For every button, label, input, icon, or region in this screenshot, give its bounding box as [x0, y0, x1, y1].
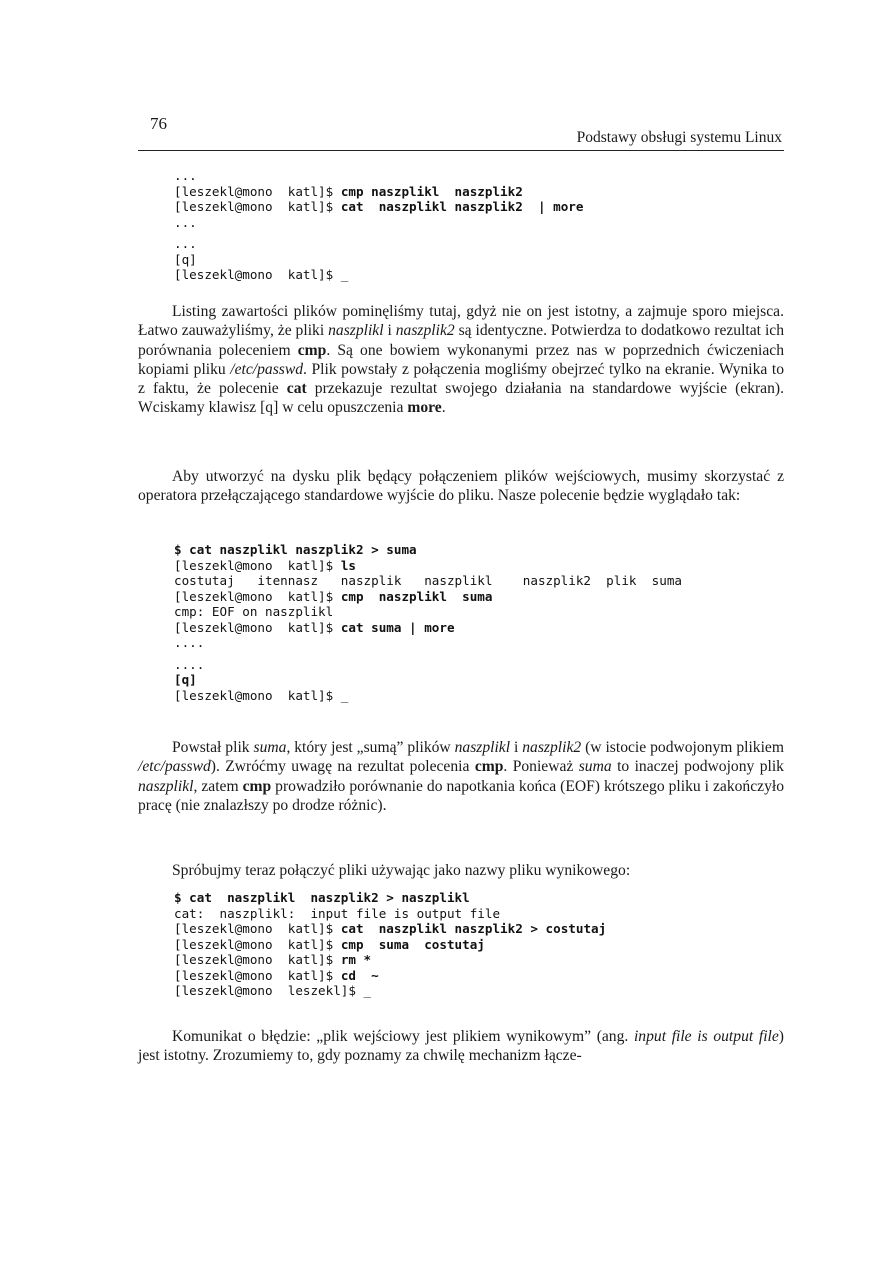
- bold-run: cmp: [297, 341, 327, 359]
- italic-run: naszplikl: [328, 322, 384, 340]
- code-line: ...: [174, 236, 197, 251]
- italic-run: input file is output file: [633, 1028, 779, 1045]
- shell-prompt: [leszekl@mono katl]$: [174, 952, 341, 967]
- paragraph-3: [138, 738, 784, 815]
- text-run: , który jest „sumą” plików: [286, 739, 455, 756]
- text-run: i: [510, 739, 523, 756]
- text-run: Aby utworzyć na dysku plik będący połączeniem plików wejściowych, musimy skorzystać z operatora przełączającego standardowe wyjście do pliku. Nasze polecenie będzie wyglądało tak:: [138, 468, 784, 505]
- shell-prompt: [leszekl@mono katl]$: [174, 183, 341, 199]
- paragraph-4: [138, 861, 784, 880]
- text-run: prowadziło porównanie do napotkania końca (EOF) krótszego pliku i zakończyło pracę (nie znalazłszy po drodze różnic).: [138, 777, 784, 814]
- text-run: , zatem: [193, 777, 243, 795]
- text-run: i: [383, 322, 396, 340]
- italic-run: naszplikl: [138, 777, 194, 795]
- text-run: Komunikat o błędzie: „plik wejściowy jest plikiem wynikowym” (ang.: [172, 1028, 634, 1045]
- code-line: [174, 968, 784, 984]
- text-run: ) jest istotny. Zrozumiemy to, gdy poznamy za chwilę mechanizm łącze-: [138, 1028, 784, 1065]
- shell-command: cd ~: [340, 967, 379, 983]
- code-line: [174, 184, 784, 200]
- code-line: ....: [174, 656, 205, 672]
- paragraph-2: [138, 467, 784, 506]
- italic-run: naszplikl: [454, 739, 511, 756]
- italic-run: naszplik2: [522, 739, 582, 756]
- paragraph-1: [138, 302, 784, 418]
- text-run: .: [441, 399, 446, 417]
- text-run: są identyczne. Potwierdza to dodatkowo rezultat ich porównania poleceniem: [138, 322, 784, 359]
- shell-command: cat suma | more: [340, 619, 455, 635]
- italic-run: suma: [253, 739, 287, 756]
- code-listing-1: [174, 168, 784, 283]
- shell-prompt: [leszekl@mono katl]$: [174, 199, 341, 214]
- shell-command: rm *: [340, 952, 372, 967]
- shell-command: cmp suma costutaj: [340, 936, 485, 952]
- code-listing-3: [174, 890, 784, 999]
- code-line: [174, 558, 784, 574]
- bold-run: cmp: [474, 758, 504, 776]
- italic-run: /etc/passwd: [230, 360, 304, 378]
- code-line: ....: [174, 635, 205, 650]
- code-line: $ cat naszplikl naszplik2 > suma: [174, 542, 417, 557]
- bold-run: cmp: [242, 777, 272, 795]
- italic-run: naszplik2: [395, 322, 455, 340]
- paragraph-5: [138, 1027, 784, 1066]
- text-run: przekazuje rezultat swojego działania na standardowe wyjście (ekran). Wciskamy klawisz [q] w celu opuszczenia: [138, 380, 784, 417]
- page-number: 76: [150, 114, 167, 133]
- code-line: [q]: [174, 251, 197, 267]
- code-line: [174, 589, 784, 605]
- shell-prompt: [leszekl@mono katl]$: [174, 967, 341, 983]
- text-run: . Ponieważ: [503, 758, 579, 776]
- page-header: [138, 114, 784, 151]
- running-title: Podstawy obsługi systemu Linux: [576, 129, 782, 146]
- shell-prompt: [leszekl@mono katl]$: [174, 588, 341, 604]
- code-line: $ cat naszplikl naszplik2 > naszplikl: [174, 890, 470, 905]
- code-line: [174, 952, 784, 968]
- code-line: [leszekl@mono leszekl]$ _: [174, 983, 372, 998]
- text-run: . Plik powstały z połączenia mogliśmy obejrzeć tylko na ekranie. Wynika to z faktu, że polecenie: [138, 360, 784, 398]
- code-line: ...: [174, 214, 197, 230]
- shell-command: cat naszplikl naszplik2 | more: [340, 199, 584, 214]
- text-run: . Są one bowiem wykonanymi przez nas w poprzednich ćwiczeniach kopiami pliku: [138, 341, 784, 378]
- text-run: (w istocie podwojonym plikiem: [581, 739, 784, 756]
- text-run: Powstał plik: [172, 739, 254, 756]
- italic-run: suma: [578, 758, 612, 776]
- code-line: [leszekl@mono katl]$ _: [174, 267, 349, 282]
- code-listing-2: [174, 542, 784, 703]
- code-line: [q]: [174, 672, 197, 687]
- code-line: [174, 937, 784, 953]
- code-line: cmp: EOF on naszplikl: [174, 604, 334, 619]
- code-line: [174, 921, 784, 937]
- shell-prompt: [leszekl@mono katl]$: [174, 921, 341, 936]
- shell-prompt: [leszekl@mono katl]$: [174, 619, 341, 635]
- shell-command: cmp naszplikl naszplik2: [340, 183, 523, 199]
- shell-command: ls: [340, 557, 356, 573]
- shell-command: cmp naszplikl suma: [340, 588, 493, 604]
- text-run: Listing zawartości plików pominęliśmy tutaj, gdyż nie on jest istotny, a zajmuje sporo miejsca. Łatwo zauważyliśmy, że pliki: [138, 303, 784, 340]
- code-line: [leszekl@mono katl]$ _: [174, 687, 349, 703]
- bold-run: more: [407, 399, 442, 417]
- text-run: ). Zwróćmy uwagę na rezultat polecenia: [210, 758, 475, 776]
- text-run: Spróbujmy teraz połączyć pliki używając jako nazwy pliku wynikowego:: [172, 862, 631, 879]
- text-run: to inaczej podwojony plik: [611, 758, 784, 776]
- code-line: cat: naszplikl: input file is output file: [174, 905, 501, 921]
- shell-prompt: [leszekl@mono katl]$: [174, 557, 341, 573]
- bold-run: cat: [286, 380, 307, 398]
- code-line: [174, 620, 784, 636]
- italic-run: /etc/passwd: [138, 758, 211, 776]
- code-line: ...: [174, 168, 197, 183]
- code-line: costutaj itennasz naszplik naszplikl naszplik2 plik suma: [174, 573, 682, 588]
- shell-prompt: [leszekl@mono katl]$: [174, 936, 341, 952]
- code-line: [174, 199, 784, 215]
- shell-command: cat naszplikl naszplik2 > costutaj: [340, 921, 607, 936]
